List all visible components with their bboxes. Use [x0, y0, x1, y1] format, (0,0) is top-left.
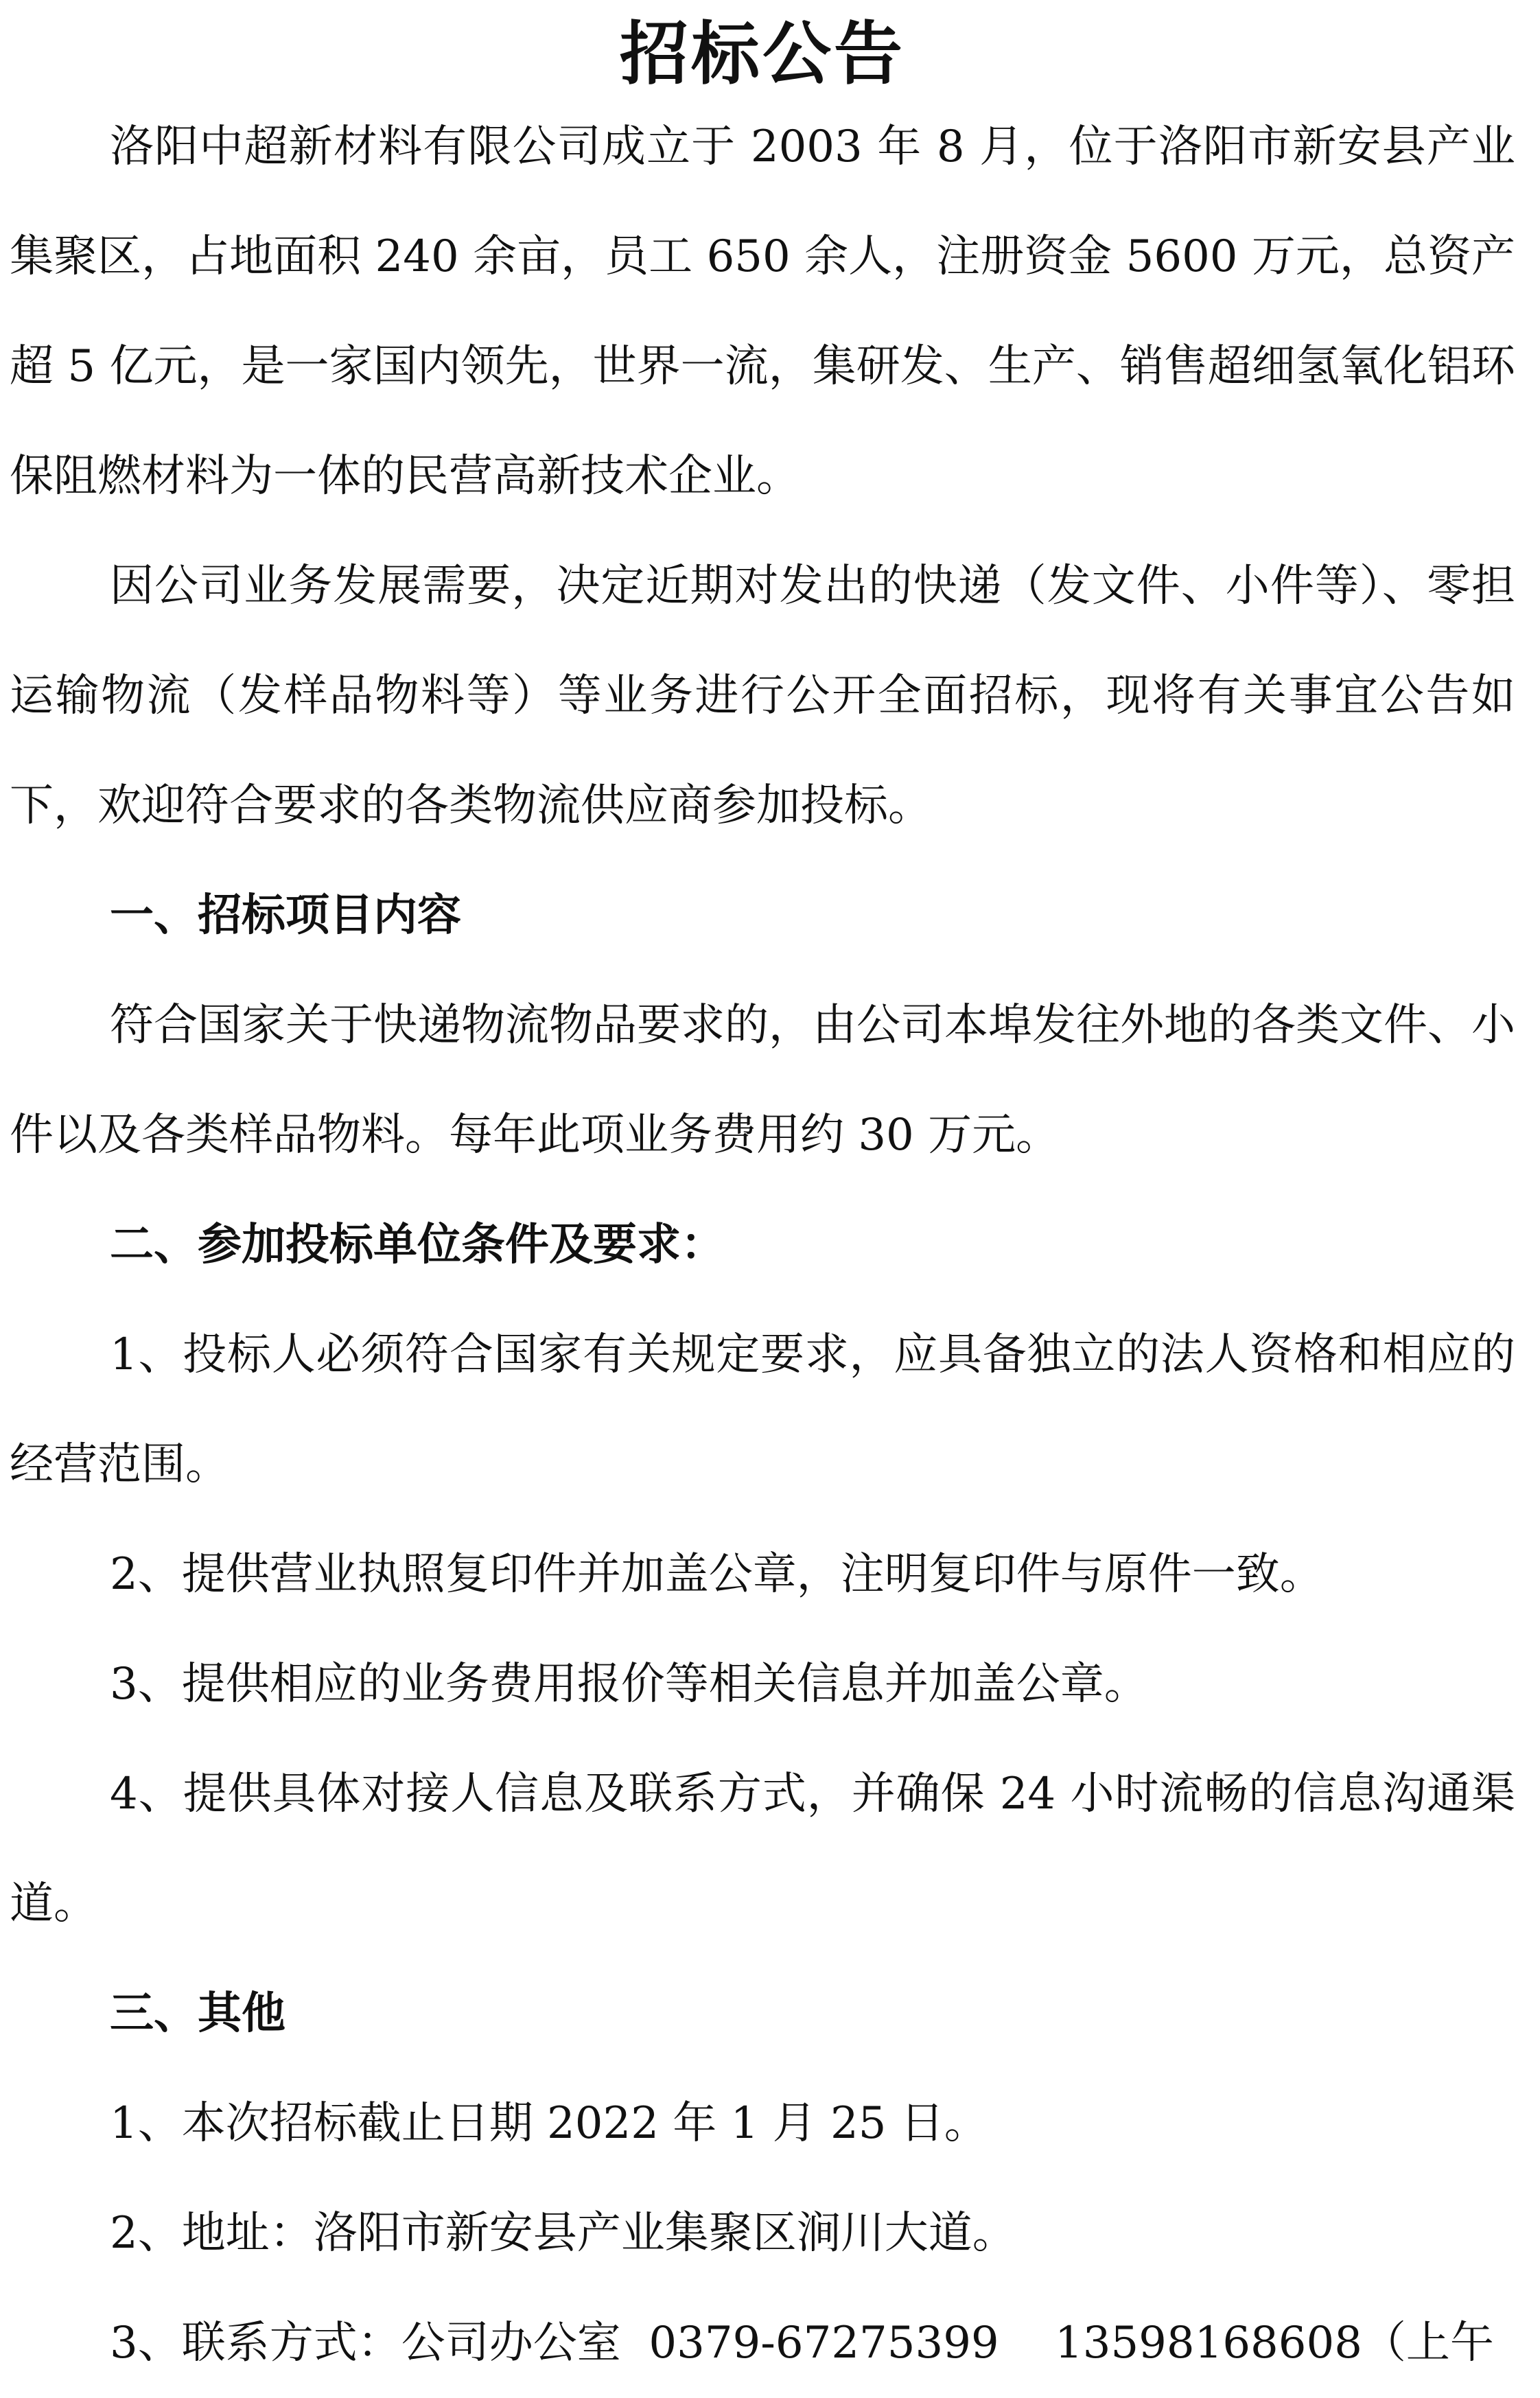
other-item-deadline: 1、本次招标截止日期 2022 年 1 月 25 日。	[110, 2098, 988, 2149]
section-heading-other: 三、其他	[110, 1988, 285, 2039]
requirement-item-4: 4、提供具体对接人信息及联系方式，并确保 24 小时流畅的信息沟通渠道。	[10, 1769, 1515, 1929]
requirement-item-2: 2、提供营业执照复印件并加盖公章，注明复印件与原件一致。	[110, 1549, 1324, 1600]
section-heading-requirements: 二、参加投标单位条件及要求：	[110, 1219, 725, 1270]
other-item-address: 2、地址：洛阳市新安县产业集聚区涧川大道。	[110, 2208, 1016, 2259]
section-body-project: 符合国家关于快递物流物品要求的，由公司本埠发往外地的各类文件、小件以及各类样品物料。每年此项业务费用约 30 万元。	[10, 1000, 1515, 1161]
page-title: 招标公告	[620, 13, 905, 94]
intro-paragraph-company: 洛阳中超新材料有限公司成立于 2003 年 8 月，位于洛阳市新安县产业集聚区，占地面积 240 余亩，员工 650 余人，注册资金 5600 万元，总资产超 5 亿元，是一家国内领先，世界一流，集研发、生产、销售超细氢氧化铝环保阻燃材料为一体的民营高新技术企业。	[10, 121, 1515, 502]
intro-paragraph-purpose: 因公司业务发展需要，决定近期对发出的快递（发文件、小件等）、零担运输物流（发样品物料等）等业务进行公开全面招标，现将有关事宜公告如下，欢迎符合要求的各类物流供应商参加投标。	[10, 561, 1515, 831]
section-heading-project: 一、招标项目内容	[110, 889, 461, 941]
requirement-item-1: 1、投标人必须符合国家有关规定要求，应具备独立的法人资格和相应的经营范围。	[10, 1329, 1515, 1490]
other-item-contact: 3、联系方式：公司办公室 0379-67275399 13598168608（上午	[110, 2318, 1494, 2368]
requirement-item-3: 3、提供相应的业务费用报价等相关信息并加盖公章。	[110, 1659, 1148, 1710]
